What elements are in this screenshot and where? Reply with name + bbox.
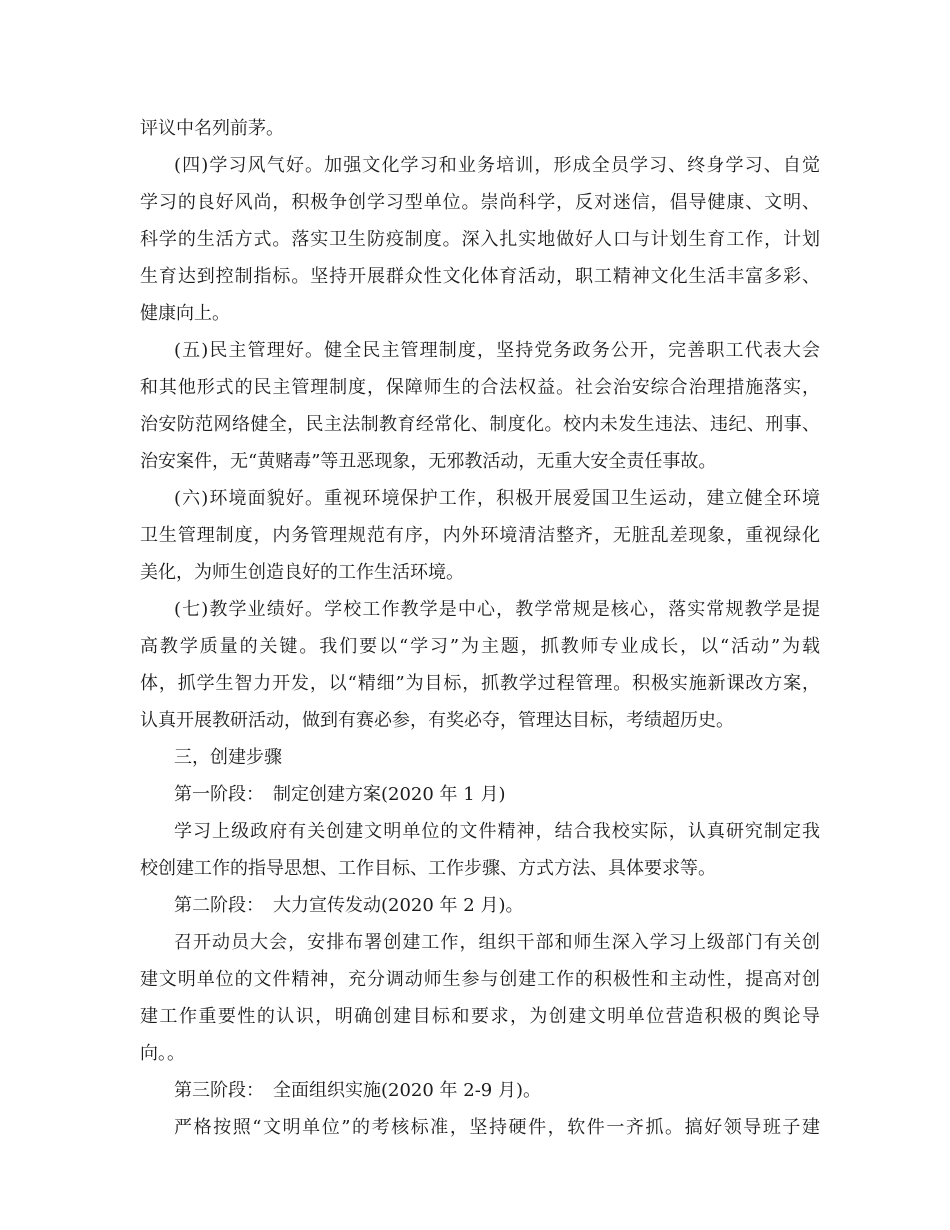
text-line: 学习的良好风尚，积极争创学习型单位。崇尚科学，反对迷信，倡导健康、文明、 — [140, 192, 820, 213]
text-line: 向。。 — [140, 1043, 185, 1064]
text-line: 严格按照“文明单位”的考核标准，坚持硬件，软件一齐抓。搞好领导班子建 — [174, 1117, 820, 1138]
text-line: (四)学习风气好。加强文化学习和业务培训，形成全员学习、终身学习、自觉 — [174, 155, 820, 176]
text-line: (七)教学业绩好。学校工作教学是中心，教学常规是核心，落实常规教学是提 — [174, 599, 820, 620]
text-line: 第三阶段： 全面组织实施(2020 年 2-9 月)。 — [174, 1080, 542, 1101]
text-line: 召开动员大会，安排布署创建工作，组织干部和师生深入学习上级部门有关创 — [174, 932, 820, 953]
text-line: 高教学质量的关键。我们要以“学习”为主题，抓教师专业成长，以“活动”为载 — [140, 636, 820, 657]
text-line: 生育达到控制指标。坚持开展群众性文化体育活动，职工精神文化生活丰富多彩、 — [140, 266, 820, 287]
text-line: 三，创建步骤 — [174, 747, 282, 768]
text-line: 第二阶段： 大力宣传发动(2020 年 2 月)。 — [174, 895, 524, 916]
text-line: 学习上级政府有关创建文明单位的文件精神，结合我校实际，认真研究制定我 — [174, 821, 820, 842]
text-line: 体，抓学生智力开发，以“精细”为目标，抓教学过程管理。积极实施新课改方案， — [140, 673, 820, 694]
text-line: 建文明单位的文件精神，充分调动师生参与创建工作的积极性和主动性，提高对创 — [140, 969, 820, 990]
text-line: 认真开展教研活动，做到有赛必参，有奖必夺，管理达目标，考绩超历史。 — [140, 710, 734, 731]
text-line: 校创建工作的指导思想、工作目标、工作步骤、方式方法、具体要求等。 — [140, 858, 716, 879]
text-line: (六)环境面貌好。重视环境保护工作，积极开展爱国卫生运动，建立健全环境 — [174, 488, 820, 509]
text-line: 评议中名列前茅。 — [140, 118, 284, 139]
text-line: 治安案件，无“黄赌毒”等丑恶现象，无邪教活动，无重大安全责任事故。 — [140, 451, 717, 472]
text-line: 和其他形式的民主管理制度，保障师生的合法权益。社会治安综合治理措施落实， — [140, 377, 820, 398]
text-line: 科学的生活方式。落实卫生防疫制度。深入扎实地做好人口与计划生育工作，计划 — [140, 229, 820, 250]
text-line: 建工作重要性的认识，明确创建目标和要求，为创建文明单位营造积极的舆论导 — [140, 1006, 820, 1027]
text-line: 第一阶段： 制定创建方案(2020 年 1 月) — [174, 784, 506, 805]
text-line: (五)民主管理好。健全民主管理制度，坚持党务政务公开，完善职工代表大会 — [174, 340, 820, 361]
text-line: 美化，为师生创造良好的工作生活环境。 — [140, 562, 464, 583]
text-line: 卫生管理制度，内务管理规范有序，内外环境清洁整齐，无脏乱差现象，重视绿化 — [140, 525, 820, 546]
text-line: 健康向上。 — [140, 303, 230, 324]
document-body — [140, 110, 820, 1146]
text-line: 治安防范网络健全，民主法制教育经常化、制度化。校内未发生违法、违纪、刑事、 — [140, 414, 820, 435]
